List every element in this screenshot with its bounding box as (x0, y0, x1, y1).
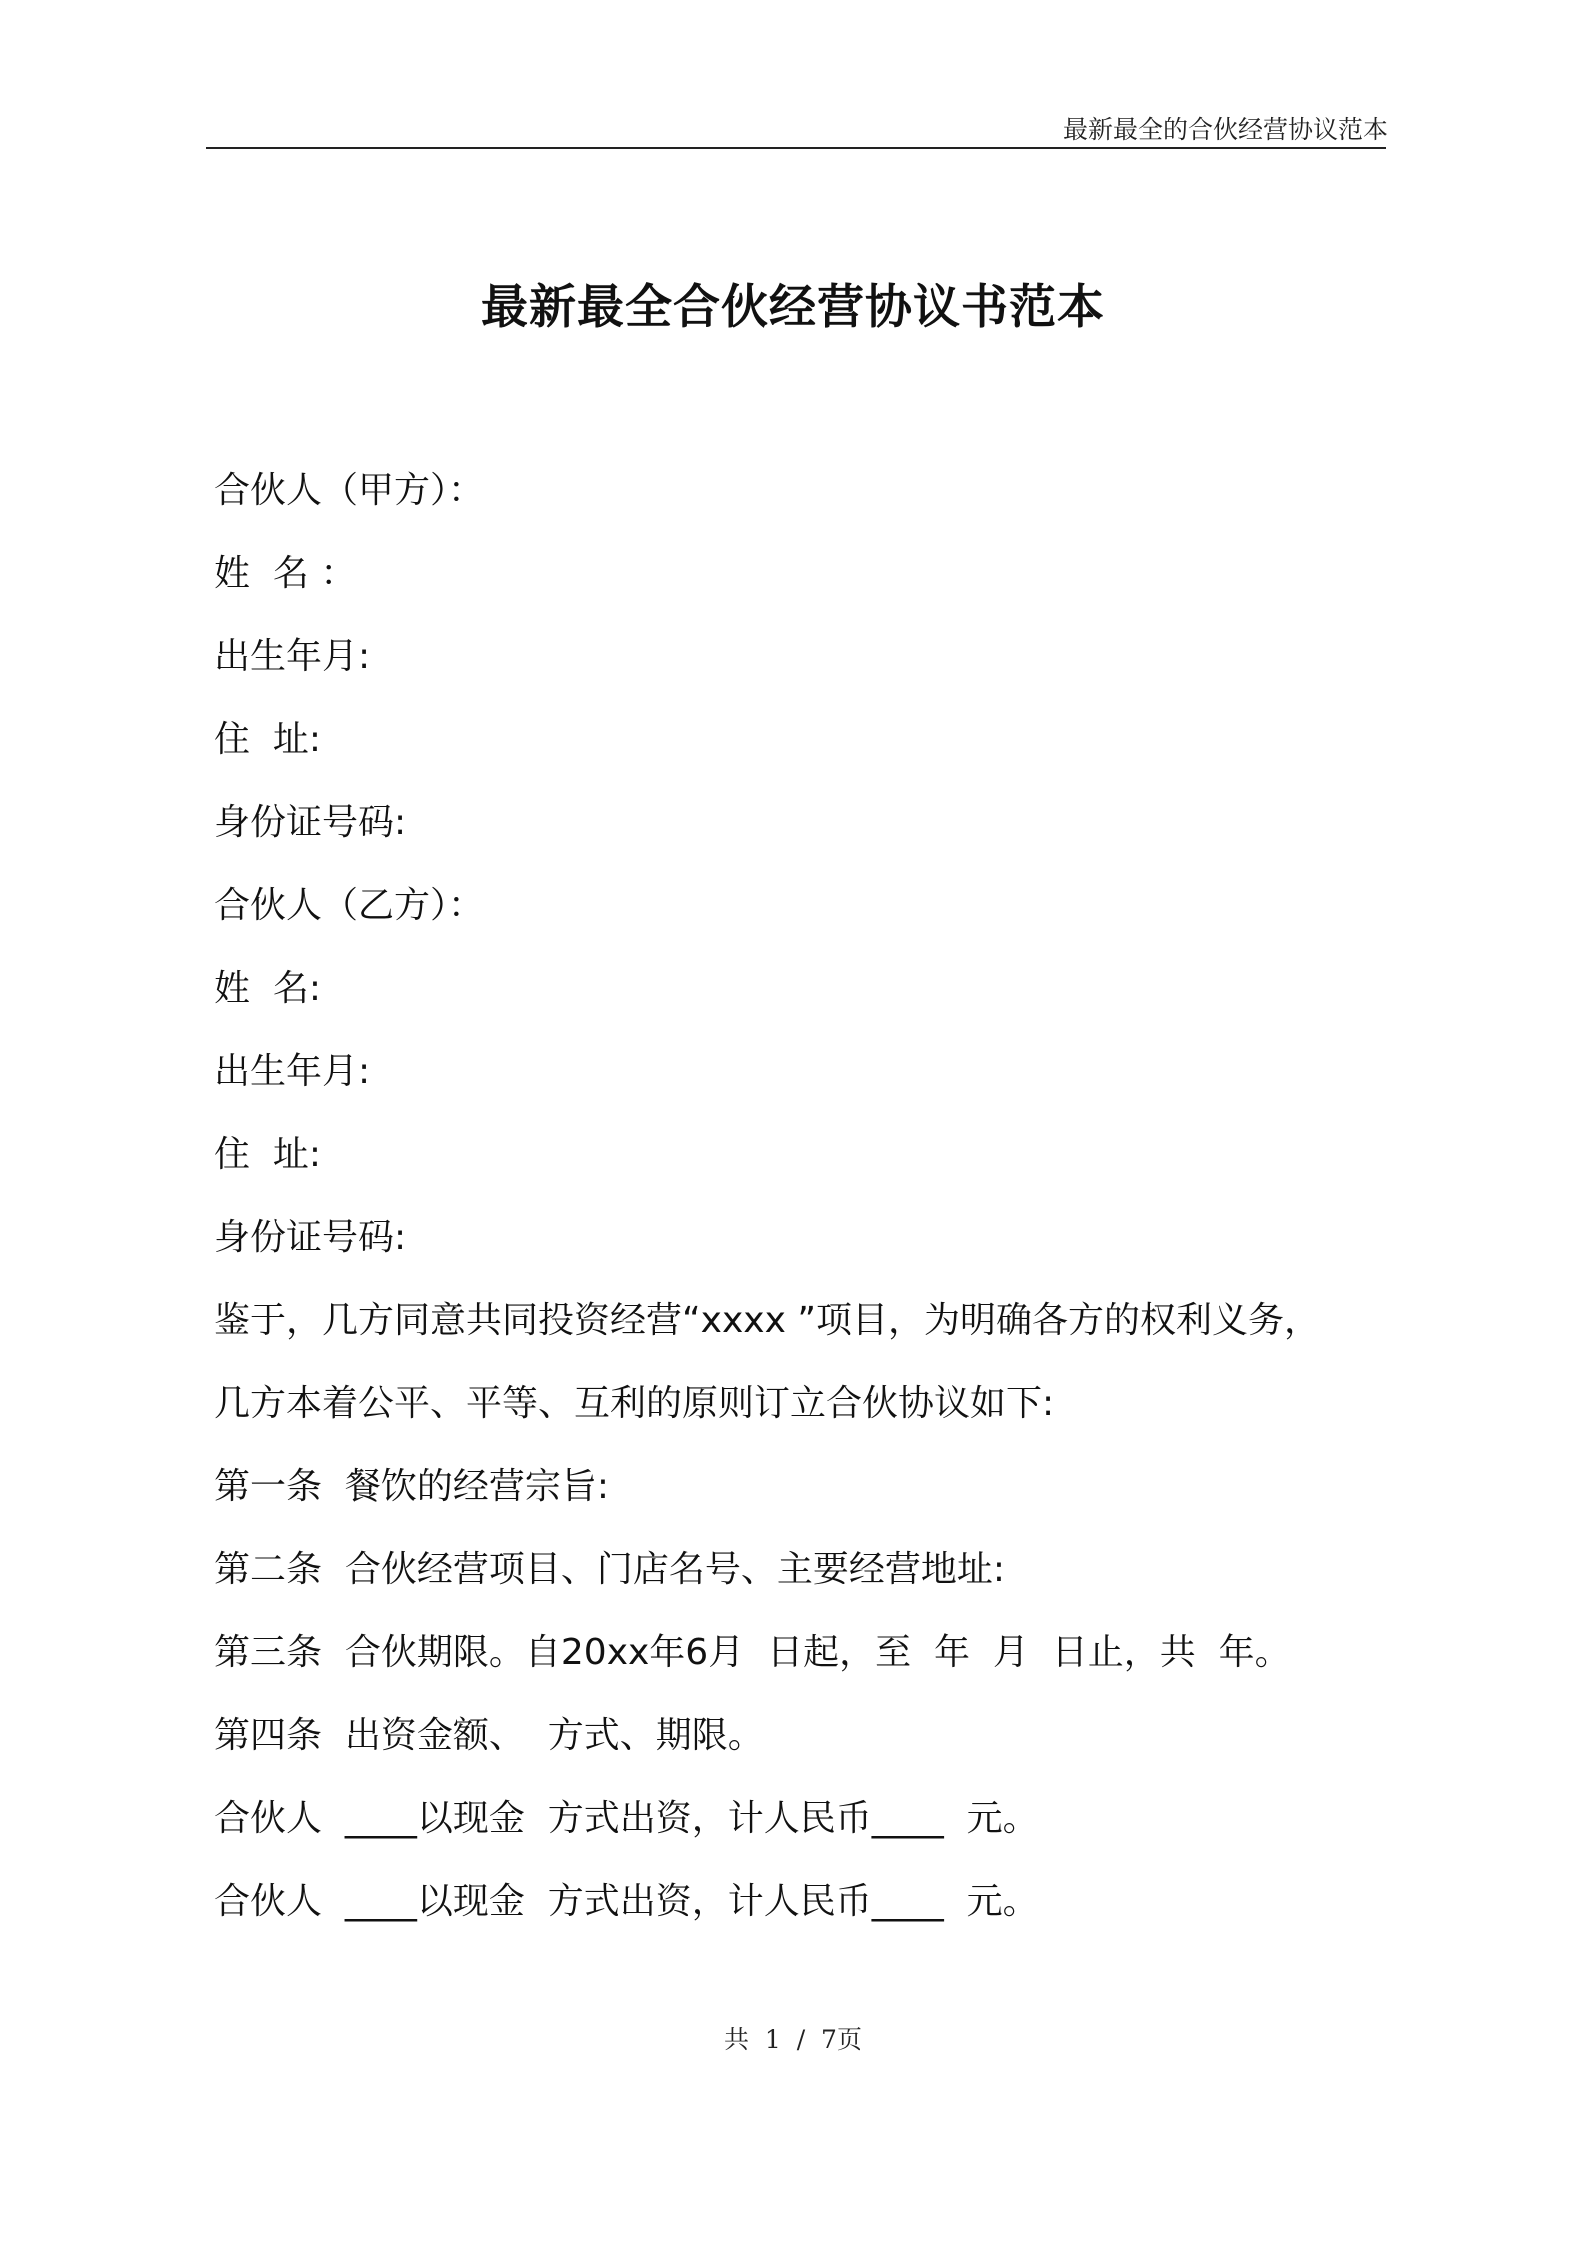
party-a-name-field: 姓 名 ： (214, 553, 357, 594)
party-b-id-field: 身份证号码: (214, 1217, 407, 1258)
party-a-address-field: 住 址: (214, 719, 322, 760)
preamble-line-2: 几方本着公平、平等、互利的原则订立合伙协议如下: (214, 1383, 1055, 1424)
preamble-line-1: 鉴于，几方同意共同投资经营“xxxx ”项目，为明确各方的权利义务， (214, 1300, 1320, 1341)
document-title: 最新最全合伙经营协议书范本 (481, 280, 1105, 335)
article-1: 第一条 餐饮的经营宗旨: (214, 1466, 610, 1507)
article-4: 第四条 出资金额、 方式、期限。 (214, 1715, 764, 1756)
article-3: 第三条 合伙期限。自20xx年6月 日起，至 年 月 日止，共 年。 (214, 1632, 1291, 1673)
article-2: 第二条 合伙经营项目、门店名号、主要经营地址: (214, 1549, 1006, 1590)
party-a-birth-field: 出生年月: (214, 636, 371, 677)
contribution-line-2: 合伙人 ____以现金 方式出资，计人民币____ 元。 (214, 1881, 1039, 1922)
document-body (214, 465, 1384, 1959)
running-header: 最新最全的合伙经营协议范本 (1062, 115, 1388, 144)
party-b-birth-field: 出生年月: (214, 1051, 371, 1092)
party-b-heading: 合伙人（乙方）： (214, 885, 485, 926)
contribution-line-1: 合伙人 ____以现金 方式出资，计人民币____ 元。 (214, 1798, 1039, 1839)
party-a-id-field: 身份证号码: (214, 802, 407, 843)
party-a-heading: 合伙人（甲方）： (214, 470, 485, 511)
page-number: 共 1 / 7页 (724, 2025, 862, 2054)
party-b-name-field: 姓 名: (214, 968, 322, 1009)
header-rule (206, 147, 1386, 149)
party-b-address-field: 住 址: (214, 1134, 322, 1175)
